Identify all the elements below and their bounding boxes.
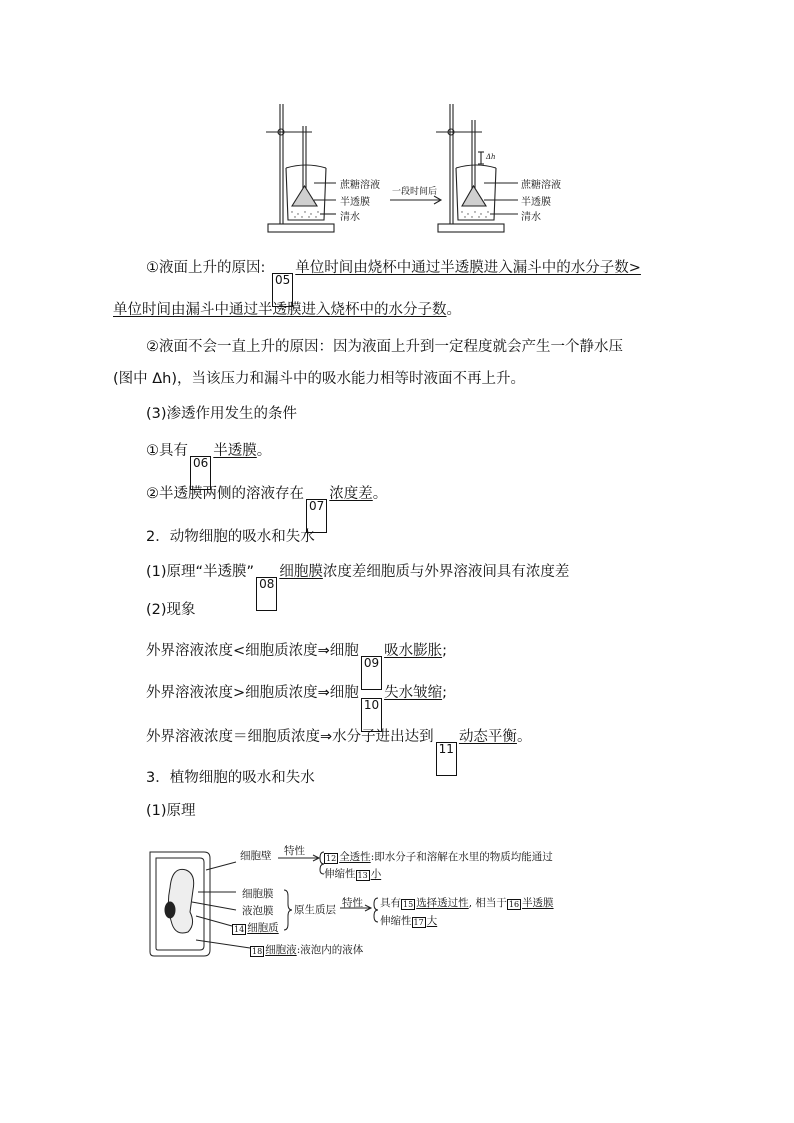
answer: 全透性 bbox=[339, 851, 371, 863]
row-elastic-1: 伸缩性 13 小 bbox=[324, 868, 382, 880]
label-trait-2: 特性 bbox=[342, 897, 363, 909]
paragraph-condition-1: ①具有06半透膜。 bbox=[146, 441, 271, 490]
answer: 动态平衡 bbox=[458, 729, 517, 745]
label-cell-wall: 细胞壁 bbox=[240, 850, 272, 862]
row-selective-permeability: 具有 15 选择透过性, 相当于 16 半透膜 bbox=[380, 897, 554, 909]
paragraph-phenomenon-2: 外界溶液浓度>细胞质浓度⇒细胞10失水皱缩; bbox=[146, 683, 447, 732]
answer: 小 bbox=[370, 868, 382, 880]
left-label-water: 清水 bbox=[340, 212, 360, 223]
paragraph-animal-principle: (1)原理“半透膜”08细胞膜浓度差细胞质与外界溶液间具有浓度差 bbox=[146, 562, 569, 611]
heading-animal-cell: 2．动物细胞的吸水和失水 bbox=[146, 529, 315, 545]
right-label-membrane: 半透膜 bbox=[521, 197, 551, 208]
left-label-sucrose: 蔗糖溶液 bbox=[340, 180, 380, 191]
blank-number: 10 bbox=[361, 698, 382, 732]
answer: 单位时间由烧杯中通过半透膜进入漏斗中的水分子数> bbox=[295, 260, 641, 276]
answer: 吸水膨胀 bbox=[384, 643, 443, 659]
answer: 细胞液 bbox=[265, 944, 297, 956]
blank-number: 16 bbox=[508, 900, 520, 909]
left-label-membrane: 半透膜 bbox=[340, 197, 370, 208]
answer: 选择透过性 bbox=[416, 897, 469, 909]
label-vacuole-membrane: 液泡膜 bbox=[242, 905, 274, 917]
right-label-water: 清水 bbox=[521, 212, 541, 223]
paragraph-rise-reason: ①液面上升的原因: 05单位时间由烧杯中通过半透膜进入漏斗中的水分子数> bbox=[146, 258, 641, 307]
blank-number: 17 bbox=[413, 918, 424, 927]
paragraph-rise-reason-cont: 单位时间由漏斗中通过半透膜进入烧杯中的水分子数。 bbox=[113, 302, 461, 318]
arrow-label: 一段时间后 bbox=[392, 187, 438, 197]
paragraph-no-rise-2: (图中 Δh)，当该压力和漏斗中的吸水能力相等时液面不再上升。 bbox=[113, 371, 526, 387]
blank-number: 05 bbox=[272, 273, 293, 307]
label-trait-1: 特性 bbox=[284, 845, 305, 857]
blank-number: 18 bbox=[252, 947, 263, 956]
blank-number: 06 bbox=[190, 456, 211, 490]
blank-number: 11 bbox=[436, 742, 457, 776]
subheading-conditions: (3)渗透作用发生的条件 bbox=[146, 406, 298, 422]
paragraph-no-rise-1: ②液面不会一直上升的原因：因为液面上升到一定程度就会产生一个静水压 bbox=[146, 339, 623, 355]
answer: 失水皱缩 bbox=[384, 685, 443, 701]
answer: 大 bbox=[426, 915, 438, 927]
label-cytoplasm bbox=[232, 920, 279, 935]
paragraph-phenomenon-3: 外界溶液浓度＝细胞质浓度⇒水分子进出达到11动态平衡。 bbox=[146, 727, 531, 776]
answer: 细胞质 bbox=[247, 922, 279, 934]
row-cell-sap: 18 细胞液:液泡内的液体 bbox=[252, 944, 364, 956]
delta-h-label: Δh bbox=[486, 153, 496, 161]
blank-number: 14 bbox=[234, 925, 245, 934]
osmosis-figure bbox=[0, 0, 794, 250]
blank-number: 07 bbox=[306, 499, 327, 533]
subheading-plant-principle: (1)原理 bbox=[146, 803, 196, 819]
heading-plant-cell: 3．植物细胞的吸水和失水 bbox=[146, 770, 315, 786]
answer: 半透膜 bbox=[213, 443, 257, 459]
blank-number: 09 bbox=[361, 656, 382, 690]
blank-number: 08 bbox=[256, 577, 277, 611]
paragraph-phenomenon-1: 外界溶液浓度<细胞质浓度⇒细胞09吸水膨胀; bbox=[146, 641, 447, 690]
row-full-permeability: 12 全透性:即水分子和溶解在水里的物质均能通过 bbox=[326, 851, 553, 863]
label-cell-membrane: 细胞膜 bbox=[242, 888, 274, 900]
blank-number: 13 bbox=[357, 871, 368, 880]
subheading-phenomenon: (2)现象 bbox=[146, 602, 196, 618]
answer: 浓度差 bbox=[329, 486, 373, 502]
answer: 半透膜 bbox=[522, 897, 554, 909]
row-elastic-2: 伸缩性 17 大 bbox=[380, 915, 438, 927]
blank-number: 12 bbox=[326, 854, 337, 863]
answer: 细胞膜 bbox=[279, 564, 323, 580]
answer: 单位时间由漏斗中通过半透膜进入烧杯中的水分子数 bbox=[113, 302, 447, 318]
label-protoplast: 原生质层 bbox=[294, 904, 336, 916]
blank-number: 15 bbox=[403, 900, 414, 909]
right-label-sucrose: 蔗糖溶液 bbox=[521, 180, 561, 191]
paragraph-condition-2: ②半透膜两侧的溶液存在07浓度差。 bbox=[146, 484, 387, 533]
